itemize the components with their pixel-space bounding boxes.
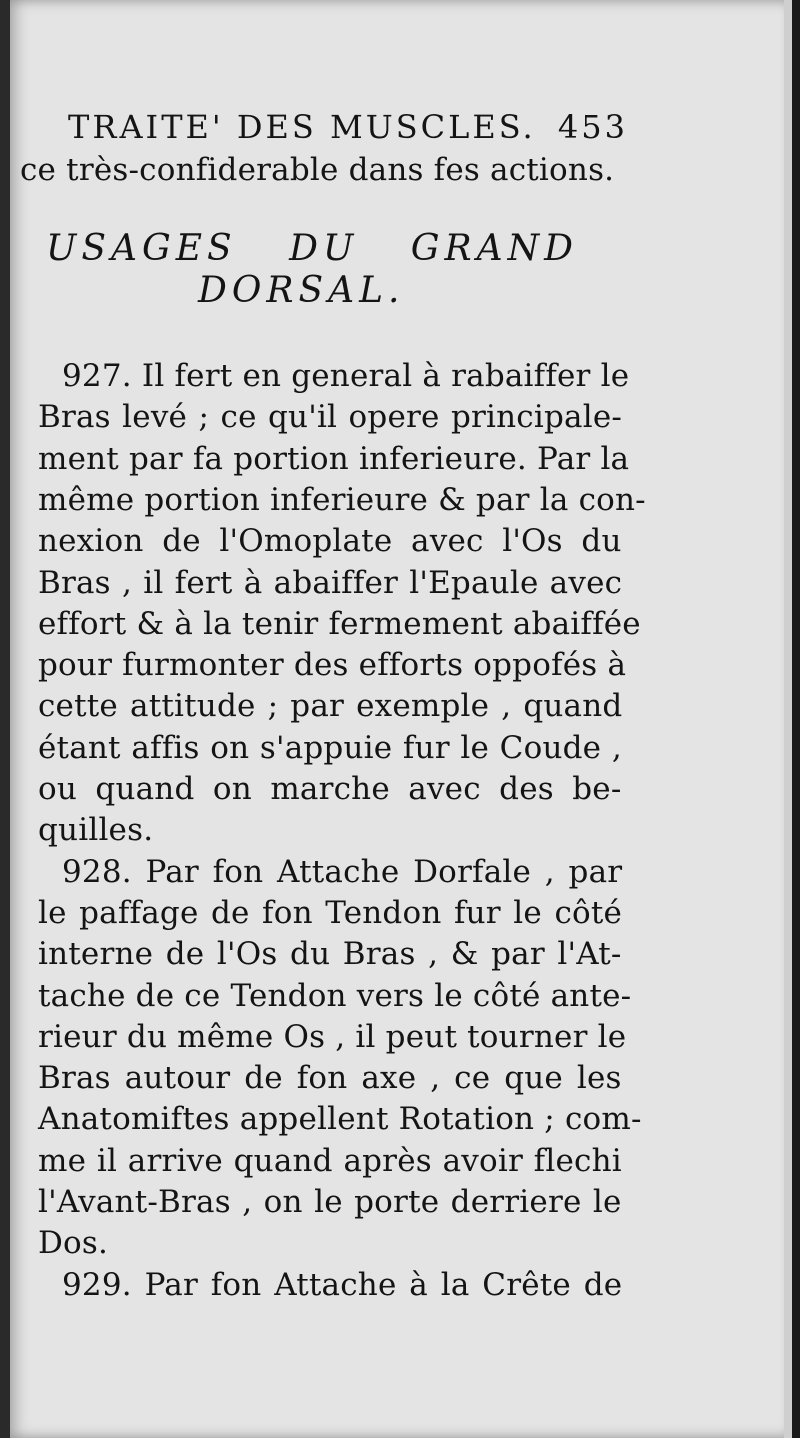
text-line: rieur du même Os , il peut tourner le (38, 1019, 627, 1055)
text-line: interne de l'Os du Bras , & par l'At- (38, 936, 622, 972)
text-line: 928. Par fon Attache Dorfale , par (62, 854, 623, 890)
text-line: 929. Par fon Attache à la Crête de (62, 1267, 623, 1303)
text-line: tache de ce Tendon vers le côté ante- (38, 978, 632, 1014)
section-heading-line1: USAGES DU GRAND (46, 228, 579, 269)
text-line: pour furmonter des efforts oppofés à (38, 647, 627, 683)
text-line: nexion de l'Omoplate avec l'Os du (38, 523, 622, 559)
text-line: ment par fa portion inferieure. Par la (38, 441, 630, 477)
text-line: ou quand on marche avec des be- (38, 771, 622, 807)
text-line: cette attitude ; par exemple , quand (38, 688, 623, 724)
text-line: étant affis on s'appuie fur le Coude , (38, 730, 622, 766)
text-line: Dos. (38, 1225, 109, 1261)
continuation-line: ce très-confiderable dans fes actions. (20, 152, 615, 188)
running-title: TRAITE' DES MUSCLES. (68, 108, 536, 146)
page-edge (784, 0, 792, 1438)
text-line: Anatomiftes appellent Rotation ; com- (38, 1101, 642, 1137)
section-heading-line2: DORSAL. (198, 270, 405, 311)
running-header (68, 108, 628, 148)
text-line: même portion inferieure & par la con- (38, 482, 646, 518)
page-number: 453 (557, 108, 628, 146)
text-line: me il arrive quand après avoir flechi (38, 1143, 622, 1179)
text-line: l'Avant-Bras , on le porte derriere le (38, 1184, 622, 1220)
text-line: effort & à la tenir fermement abaiffée (38, 606, 641, 642)
text-line: Bras autour de fon axe , ce que les (38, 1060, 622, 1096)
page-gutter (0, 0, 10, 1438)
book-page (10, 0, 792, 1438)
text-line: 927. Il fert en general à rabaiffer le (62, 358, 630, 394)
text-line: Bras levé ; ce qu'il opere principale- (38, 399, 623, 435)
text-line: le paffage de fon Tendon fur le côté (38, 895, 623, 931)
text-line: quilles. (38, 812, 154, 848)
text-line: Bras , il fert à abaiffer l'Epaule avec (38, 565, 623, 601)
